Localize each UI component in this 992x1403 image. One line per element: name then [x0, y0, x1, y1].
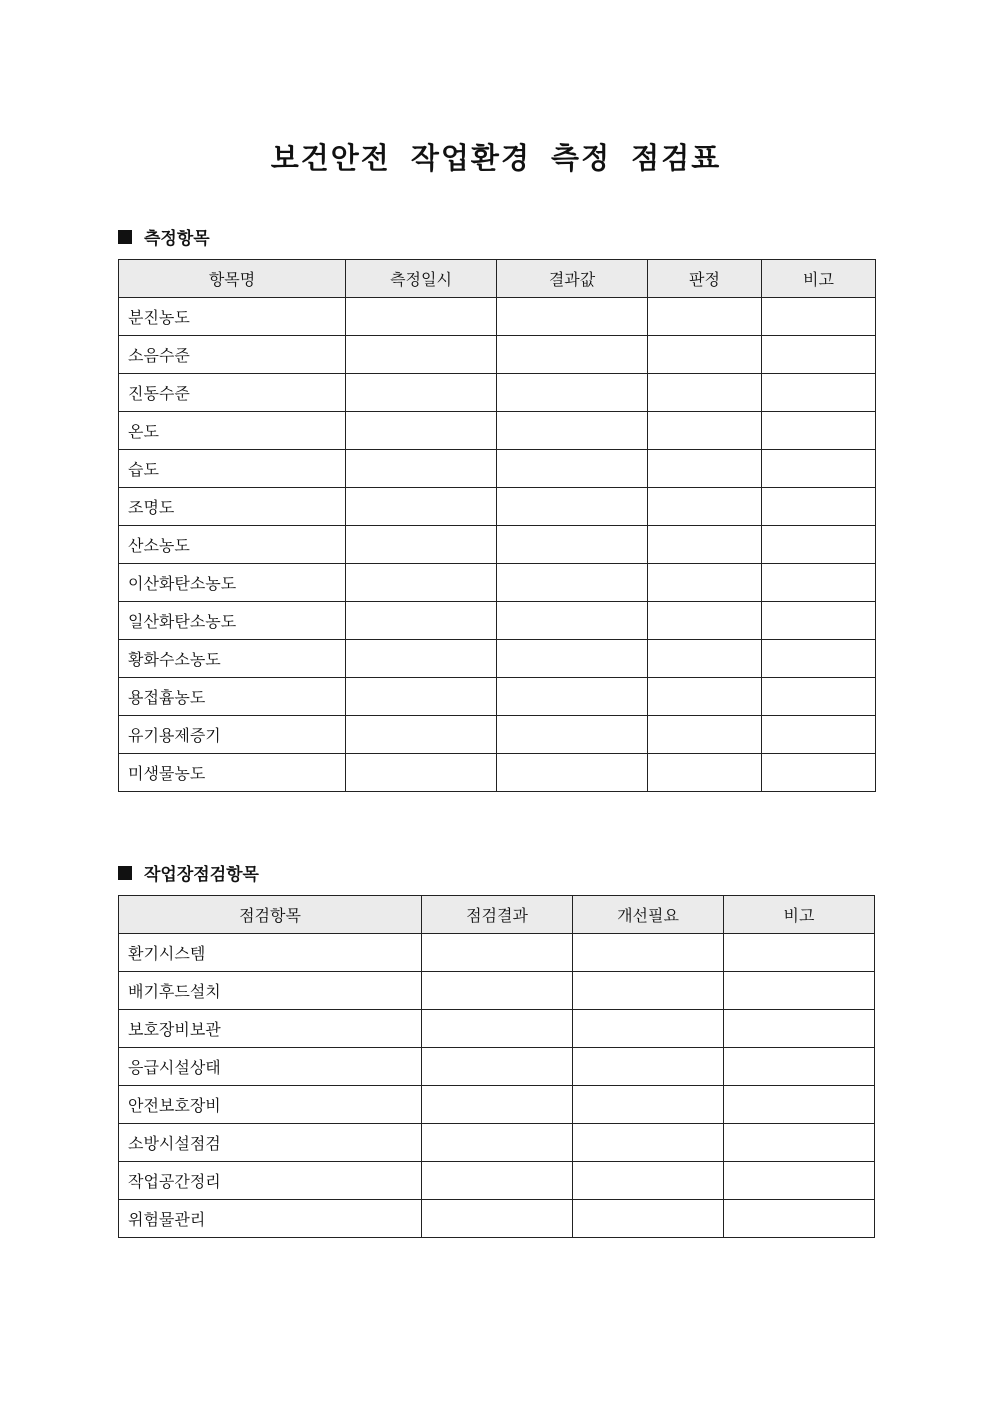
- entry-cell[interactable]: [422, 1200, 573, 1238]
- entry-cell[interactable]: [648, 716, 762, 754]
- workplace-inspection-table: [118, 895, 875, 1238]
- row-label: 응급시설상태: [119, 1048, 422, 1086]
- entry-cell[interactable]: [762, 450, 876, 488]
- column-header: 점검결과: [422, 896, 573, 934]
- table-row: [119, 564, 876, 602]
- entry-cell[interactable]: [648, 526, 762, 564]
- table-row: [119, 716, 876, 754]
- entry-cell[interactable]: [346, 336, 497, 374]
- table-row: [119, 1010, 875, 1048]
- table-row: [119, 488, 876, 526]
- entry-cell[interactable]: [346, 564, 497, 602]
- row-label: 소음수준: [119, 336, 346, 374]
- entry-cell[interactable]: [724, 1086, 875, 1124]
- entry-cell[interactable]: [346, 298, 497, 336]
- entry-cell[interactable]: [497, 526, 648, 564]
- entry-cell[interactable]: [724, 1124, 875, 1162]
- row-label: 습도: [119, 450, 346, 488]
- entry-cell[interactable]: [762, 336, 876, 374]
- table-row: [119, 640, 876, 678]
- entry-cell[interactable]: [762, 716, 876, 754]
- entry-cell[interactable]: [573, 1124, 724, 1162]
- entry-cell[interactable]: [724, 1010, 875, 1048]
- entry-cell[interactable]: [422, 934, 573, 972]
- entry-cell[interactable]: [573, 1048, 724, 1086]
- entry-cell[interactable]: [346, 602, 497, 640]
- table-row: [119, 972, 875, 1010]
- entry-cell[interactable]: [497, 754, 648, 792]
- entry-cell[interactable]: [648, 336, 762, 374]
- row-label: 진동수준: [119, 374, 346, 412]
- entry-cell[interactable]: [422, 1010, 573, 1048]
- entry-cell[interactable]: [762, 564, 876, 602]
- column-header: 측정일시: [346, 260, 497, 298]
- row-label: 유기용제증기: [119, 716, 346, 754]
- table-row: [119, 450, 876, 488]
- entry-cell[interactable]: [762, 754, 876, 792]
- row-label: 조명도: [119, 488, 346, 526]
- row-label: 배기후드설치: [119, 972, 422, 1010]
- section-heading-workplace: [118, 860, 259, 885]
- row-label: 분진농도: [119, 298, 346, 336]
- row-label: 위험물관리: [119, 1200, 422, 1238]
- entry-cell[interactable]: [648, 298, 762, 336]
- entry-cell[interactable]: [573, 972, 724, 1010]
- row-label: 환기시스템: [119, 934, 422, 972]
- entry-cell[interactable]: [724, 1162, 875, 1200]
- row-label: 온도: [119, 412, 346, 450]
- entry-cell[interactable]: [762, 602, 876, 640]
- table-row: [119, 934, 875, 972]
- entry-cell[interactable]: [762, 678, 876, 716]
- table-row: [119, 602, 876, 640]
- entry-cell[interactable]: [422, 1048, 573, 1086]
- column-header: 판정: [648, 260, 762, 298]
- square-bullet-icon: [118, 230, 132, 244]
- entry-cell[interactable]: [648, 564, 762, 602]
- entry-cell[interactable]: [346, 412, 497, 450]
- entry-cell[interactable]: [648, 678, 762, 716]
- entry-cell[interactable]: [497, 640, 648, 678]
- entry-cell[interactable]: [648, 602, 762, 640]
- row-label: 산소농도: [119, 526, 346, 564]
- entry-cell[interactable]: [762, 374, 876, 412]
- column-header: 점검항목: [119, 896, 422, 934]
- measurement-table: [118, 259, 876, 792]
- section-heading-label: 측정항목: [144, 229, 210, 249]
- entry-cell[interactable]: [497, 602, 648, 640]
- entry-cell[interactable]: [346, 754, 497, 792]
- entry-cell[interactable]: [346, 716, 497, 754]
- entry-cell[interactable]: [497, 336, 648, 374]
- entry-cell[interactable]: [573, 1086, 724, 1124]
- entry-cell[interactable]: [573, 1200, 724, 1238]
- entry-cell[interactable]: [648, 488, 762, 526]
- table-row: [119, 678, 876, 716]
- entry-cell[interactable]: [762, 412, 876, 450]
- column-header: 개선필요: [573, 896, 724, 934]
- entry-cell[interactable]: [422, 1124, 573, 1162]
- section-heading-label: 작업장점검항목: [144, 865, 259, 885]
- section-heading-measurement: [118, 224, 210, 249]
- entry-cell[interactable]: [497, 298, 648, 336]
- table-row: [119, 1162, 875, 1200]
- entry-cell[interactable]: [346, 374, 497, 412]
- table-row: [119, 374, 876, 412]
- entry-cell[interactable]: [573, 1010, 724, 1048]
- row-label: 미생물농도: [119, 754, 346, 792]
- column-header: 항목명: [119, 260, 346, 298]
- table-row: [119, 526, 876, 564]
- entry-cell[interactable]: [724, 972, 875, 1010]
- table-row: [119, 1124, 875, 1162]
- page-title: 보건안전 작업환경 측정 점검표: [270, 141, 722, 175]
- entry-cell[interactable]: [724, 934, 875, 972]
- entry-cell[interactable]: [648, 754, 762, 792]
- entry-cell[interactable]: [497, 678, 648, 716]
- row-label: 안전보호장비: [119, 1086, 422, 1124]
- table-row: [119, 754, 876, 792]
- entry-cell[interactable]: [422, 1086, 573, 1124]
- row-label: 작업공간정리: [119, 1162, 422, 1200]
- row-label: 보호장비보관: [119, 1010, 422, 1048]
- table-row: [119, 298, 876, 336]
- table-row: [119, 1200, 875, 1238]
- column-header: 비고: [724, 896, 875, 934]
- entry-cell[interactable]: [497, 716, 648, 754]
- table-row: [119, 412, 876, 450]
- entry-cell[interactable]: [648, 640, 762, 678]
- entry-cell[interactable]: [346, 678, 497, 716]
- square-bullet-icon: [118, 866, 132, 880]
- row-label: 소방시설점검: [119, 1124, 422, 1162]
- entry-cell[interactable]: [573, 934, 724, 972]
- column-header: 비고: [762, 260, 876, 298]
- row-label: 황화수소농도: [119, 640, 346, 678]
- row-label: 일산화탄소농도: [119, 602, 346, 640]
- entry-cell[interactable]: [497, 450, 648, 488]
- entry-cell[interactable]: [422, 1162, 573, 1200]
- entry-cell[interactable]: [762, 488, 876, 526]
- entry-cell[interactable]: [346, 450, 497, 488]
- entry-cell[interactable]: [497, 564, 648, 602]
- entry-cell[interactable]: [573, 1162, 724, 1200]
- row-label: 이산화탄소농도: [119, 564, 346, 602]
- entry-cell[interactable]: [648, 374, 762, 412]
- row-label: 용접흄농도: [119, 678, 346, 716]
- entry-cell[interactable]: [762, 298, 876, 336]
- entry-cell[interactable]: [497, 412, 648, 450]
- table-row: [119, 1086, 875, 1124]
- entry-cell[interactable]: [346, 640, 497, 678]
- entry-cell[interactable]: [346, 526, 497, 564]
- entry-cell[interactable]: [497, 374, 648, 412]
- table-row: [119, 336, 876, 374]
- entry-cell[interactable]: [762, 640, 876, 678]
- entry-cell[interactable]: [497, 488, 648, 526]
- entry-cell[interactable]: [762, 526, 876, 564]
- column-header: 결과값: [497, 260, 648, 298]
- entry-cell[interactable]: [422, 972, 573, 1010]
- table-row: [119, 1048, 875, 1086]
- entry-cell[interactable]: [648, 450, 762, 488]
- entry-cell[interactable]: [724, 1200, 875, 1238]
- entry-cell[interactable]: [346, 488, 497, 526]
- entry-cell[interactable]: [648, 412, 762, 450]
- entry-cell[interactable]: [724, 1048, 875, 1086]
